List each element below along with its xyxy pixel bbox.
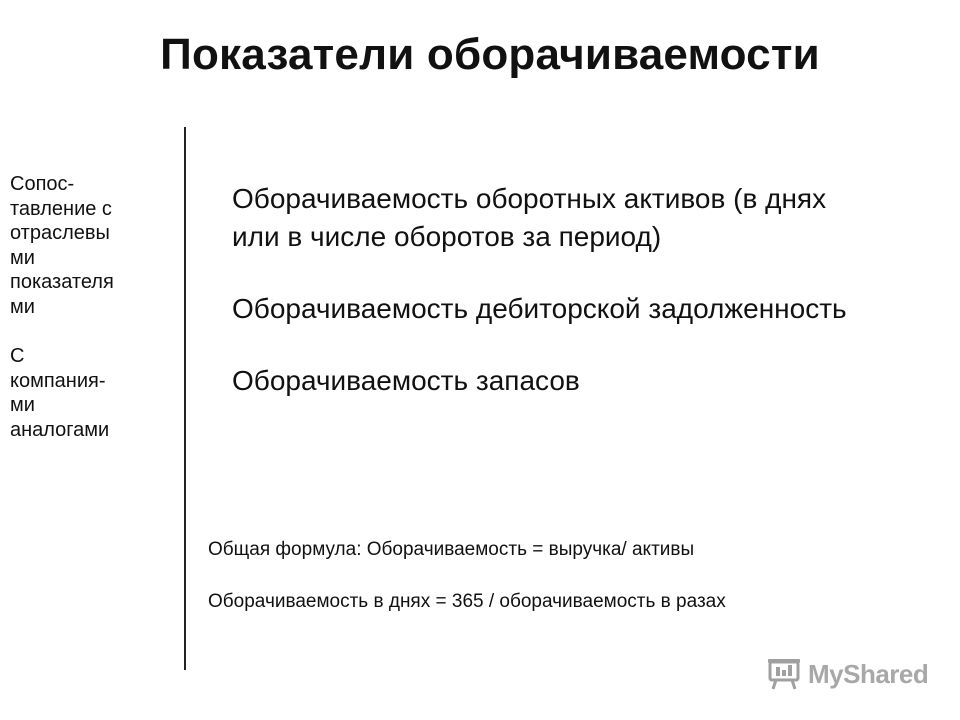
formulas-block bbox=[208, 537, 928, 641]
sidebar-line: Сопос- bbox=[10, 173, 75, 195]
vertical-divider bbox=[184, 127, 186, 670]
sidebar-line: ми bbox=[10, 246, 35, 269]
days-formula: Оборачиваемость в днях = 365 / оборачиваемость в разах bbox=[208, 591, 726, 612]
sidebar-comparison-note bbox=[10, 172, 160, 443]
sidebar-spacer bbox=[10, 320, 160, 345]
metric-line: Оборачиваемость запасов bbox=[232, 365, 580, 396]
watermark bbox=[766, 654, 928, 694]
sidebar-line: аналогами bbox=[10, 418, 110, 441]
general-formula: Общая формула: Оборачиваемость = выручка/ активы bbox=[208, 539, 695, 560]
metric-receivables-turnover bbox=[232, 290, 952, 328]
metric-line: Оборачиваемость дебиторской задолженность bbox=[232, 293, 847, 324]
sidebar-line: компания- bbox=[10, 369, 106, 392]
sidebar-line: показателя bbox=[10, 271, 114, 294]
sidebar-line: тавление с bbox=[10, 197, 112, 220]
watermark-text: MyShared bbox=[808, 658, 929, 689]
presentation-board-icon bbox=[766, 656, 802, 692]
metric-line: или в числе оборотов за период) bbox=[232, 221, 662, 252]
turnover-metrics-list bbox=[232, 180, 952, 434]
metric-current-assets-turnover bbox=[232, 180, 952, 256]
slide-title: Показатели оборачиваемости bbox=[160, 30, 820, 79]
metric-inventory-turnover bbox=[232, 362, 952, 400]
sidebar-line: С bbox=[10, 345, 25, 368]
sidebar-line: отраслевы bbox=[10, 222, 110, 245]
metric-line: Оборачиваемость оборотных активов (в днях bbox=[232, 183, 827, 214]
sidebar-line: ми bbox=[10, 295, 35, 318]
sidebar-line: ми bbox=[10, 394, 35, 417]
